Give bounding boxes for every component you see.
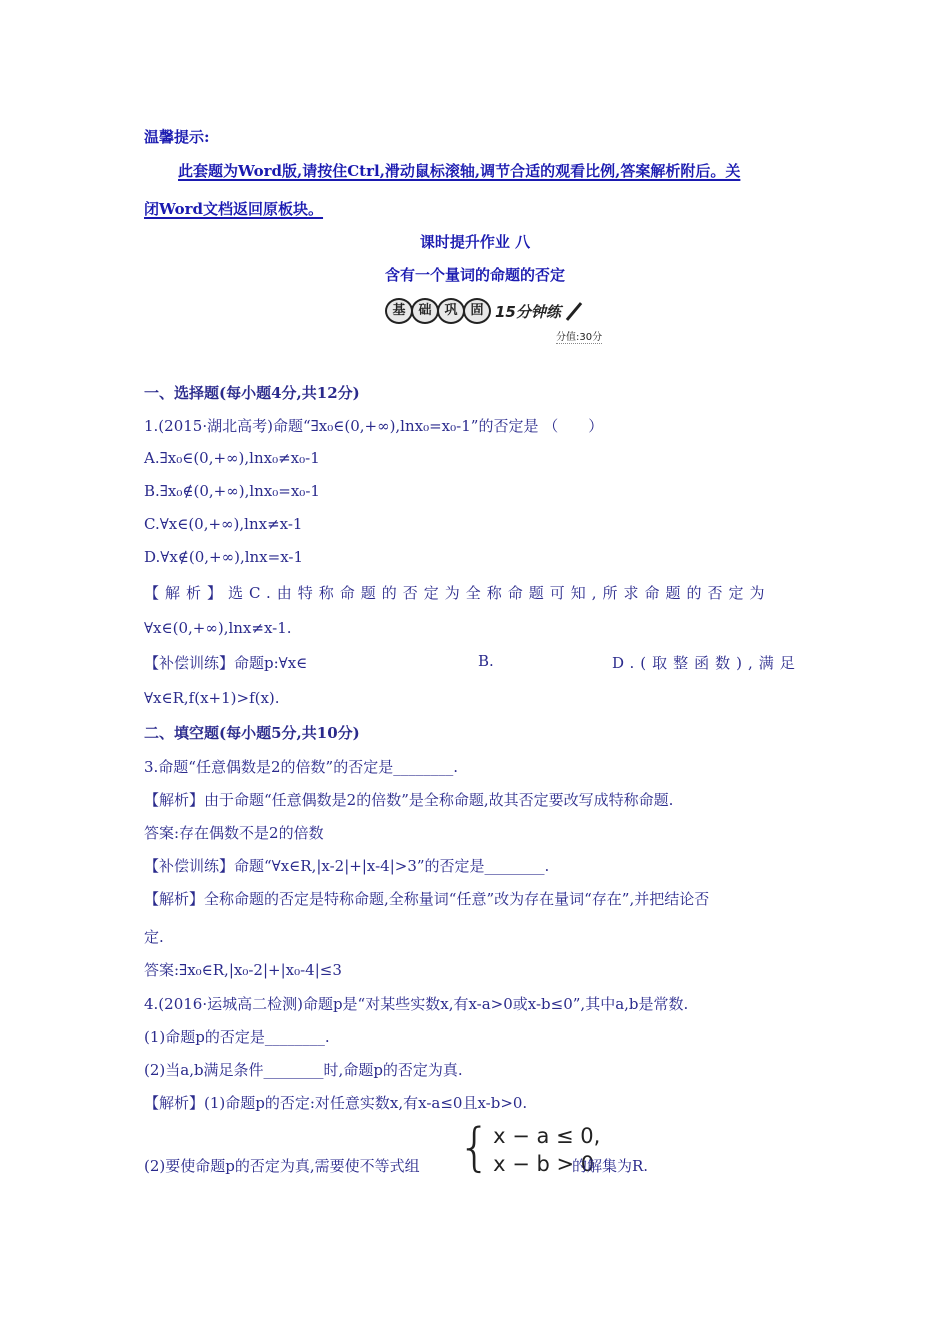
- score-label: 分值:30分: [556, 328, 602, 344]
- tip-title: 温馨提示:: [144, 128, 210, 146]
- analysis-3: 【解析】由于命题“任意偶数是2的倍数”是全称命题,故其否定要改写成特称命题.: [144, 791, 674, 809]
- question-4: 4.(2016·运城高二检测)命题p是“对某些实数x,有x-a>0或x-b≤0”,其中a,b是常数.: [144, 995, 689, 1013]
- option-b: B.∃x₀∉(0,+∞),lnx₀=x₀-1: [144, 482, 320, 500]
- banner-text: 15分钟练: [495, 302, 561, 321]
- analysis-supplement-2-cont: 定.: [144, 928, 164, 946]
- answer-3: 答案:存在偶数不是2的倍数: [144, 824, 324, 842]
- analysis-supplement-2: 【解析】全称命题的否定是特称命题,全称量词“任意”改为存在量词“存在”,并把结论否: [144, 890, 710, 908]
- left-brace-icon: {: [458, 1118, 492, 1178]
- analysis-1-cont: ∀x∈(0,+∞),lnx≠x-1.: [144, 619, 292, 637]
- analysis-4: 【解析】(1)命题p的否定:对任意实数x,有x-a≤0且x-b>0.: [144, 1094, 528, 1112]
- option-c: C.∀x∈(0,+∞),lnx≠x-1: [144, 515, 303, 533]
- question-1: 1.(2015·湖北高考)命题“∃x₀∈(0,+∞),lnx₀=x₀-1”的否定是 （ ）: [144, 417, 604, 435]
- analysis-4-part-2: (2)要使命题p的否定为真,需要使不等式组: [144, 1157, 420, 1175]
- supplement-1-b: B.: [478, 652, 494, 670]
- banner-char-4: 固: [463, 298, 491, 324]
- option-a: A.∃x₀∈(0,+∞),lnx₀≠x₀-1: [144, 449, 320, 467]
- analysis-4-part-2-end: 的解集为R.: [572, 1157, 649, 1175]
- supplement-1-d: ∀x∈R,f(x+1)>f(x).: [144, 689, 280, 707]
- question-4-part-1: (1)命题p的否定是________.: [144, 1028, 330, 1046]
- banner-char-2: 础: [411, 298, 439, 324]
- page-title: 课时提升作业 八: [419, 233, 531, 251]
- tip-line-1[interactable]: 此套题为Word版,请按住Ctrl,滑动鼠标滚轴,调节合适的观看比例,答案解析附后。关: [178, 162, 741, 180]
- analysis-1: 【解析】选C.由特称命题的否定为全称命题可知,所求命题的否定为: [144, 584, 771, 602]
- question-3: 3.命题“任意偶数是2的倍数”的否定是________.: [144, 758, 458, 776]
- question-4-part-2: (2)当a,b满足条件________时,命题p的否定为真.: [144, 1061, 463, 1079]
- inequality-2: x − b > 0: [493, 1152, 595, 1176]
- inequality-1: x − a ≤ 0,: [493, 1124, 601, 1148]
- supplement-1: 【补偿训练】命题p:∀x∈: [144, 654, 308, 672]
- section1-heading: 一、选择题(每小题4分,共12分): [144, 384, 360, 402]
- banner-char-1: 基: [385, 298, 413, 324]
- supplement-1-c: D.(取整函数),满足: [612, 654, 801, 672]
- answer-supplement-2: 答案:∃x₀∈R,|x₀-2|+|x₀-4|≤3: [144, 961, 342, 979]
- supplement-2: 【补偿训练】命题“∀x∈R,|x-2|+|x-4|>3”的否定是________.: [144, 857, 550, 875]
- pen-icon: [566, 302, 582, 321]
- page-subtitle: 含有一个量词的命题的否定: [384, 266, 565, 284]
- tip-line-2[interactable]: 闭Word文档返回原板块。: [144, 200, 324, 218]
- section2-heading: 二、填空题(每小题5分,共10分): [144, 724, 360, 742]
- option-d: D.∀x∉(0,+∞),lnx=x-1: [144, 548, 304, 566]
- banner-char-3: 巩: [437, 298, 465, 324]
- section-banner: [385, 298, 585, 324]
